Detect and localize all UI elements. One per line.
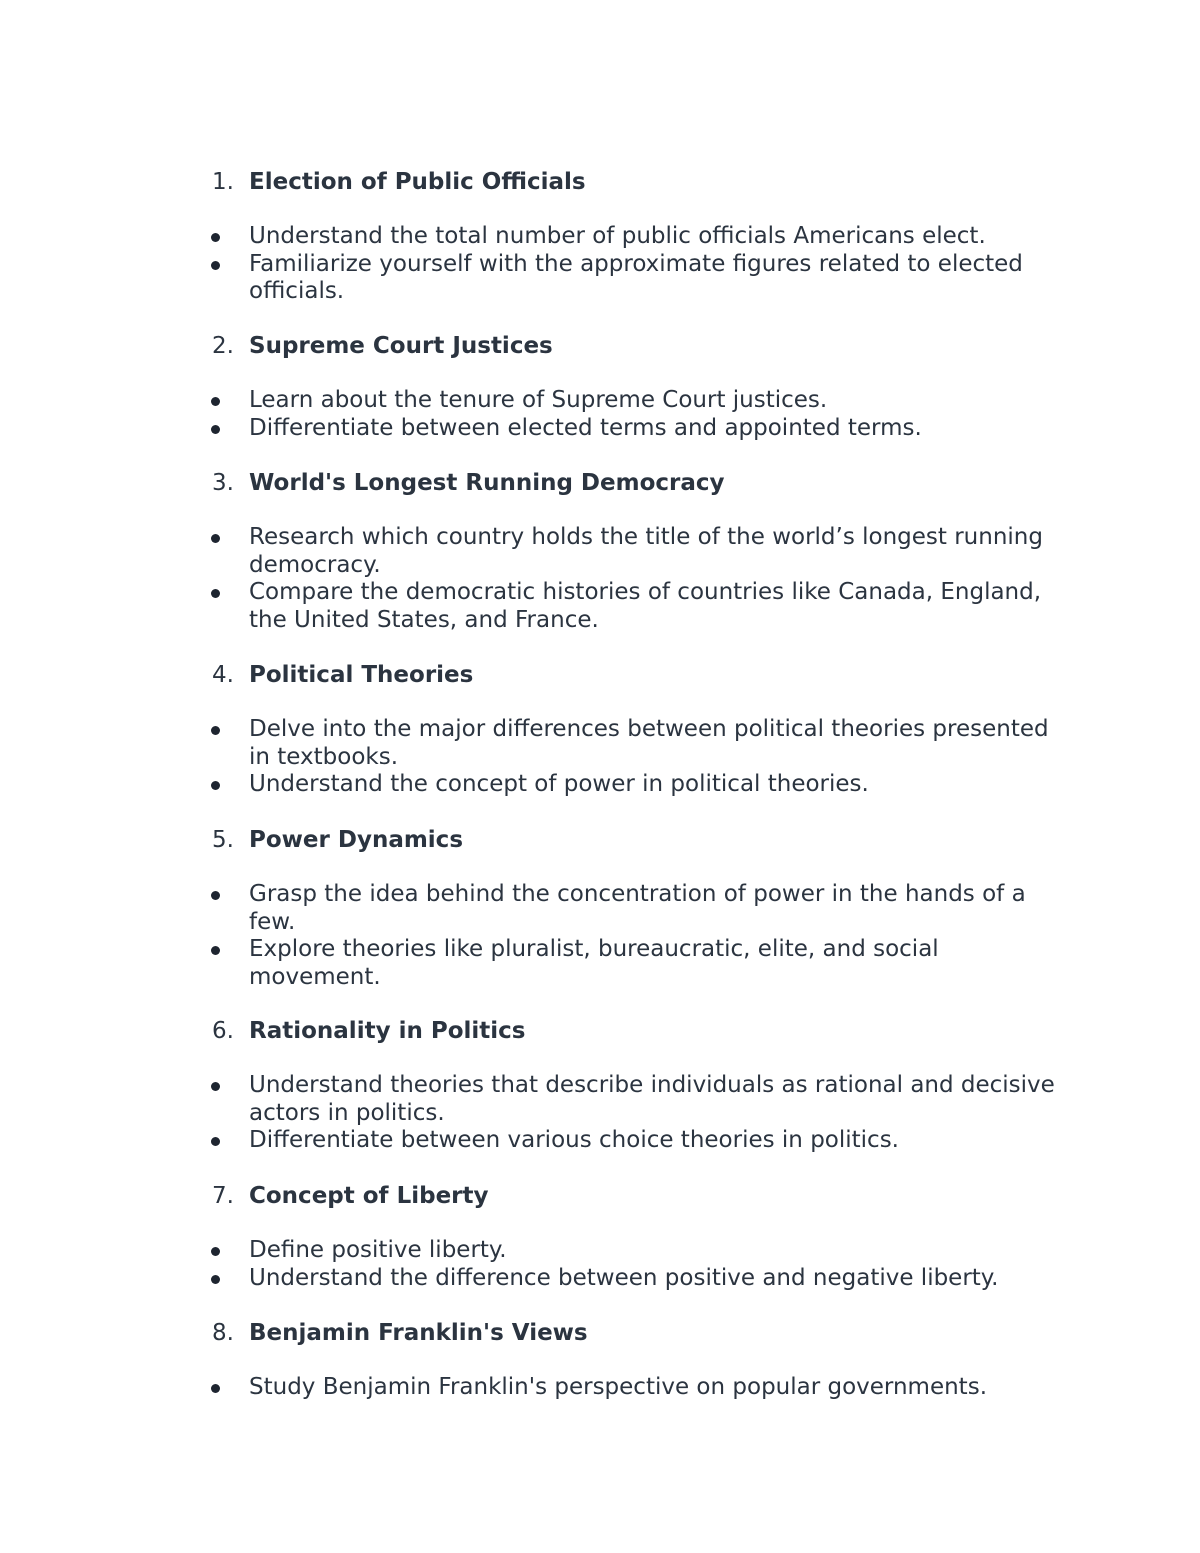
bullet-icon — [211, 1082, 220, 1091]
section-number: 4. — [212, 662, 234, 688]
section-number: 5. — [212, 827, 234, 853]
bullet-icon — [211, 397, 220, 406]
bullet-icon — [211, 1247, 220, 1256]
list-item — [0, 251, 1200, 306]
bullet-list — [0, 716, 1200, 799]
bullet-icon — [211, 233, 220, 242]
list-item-text: Learn about the tenure of Supreme Court justices. — [249, 387, 828, 413]
bullet-list — [0, 1237, 1200, 1292]
list-item — [0, 579, 1200, 634]
list-item-text: Compare the democratic histories of countries like Canada, England, the United States, and France. — [249, 579, 1042, 633]
list-item — [0, 771, 1200, 799]
list-item — [0, 1265, 1200, 1293]
list-item-text: Understand the total number of public officials Americans elect. — [249, 223, 986, 249]
list-item-text: Grasp the idea behind the concentration of power in the hands of a few. — [249, 881, 1026, 935]
section-title: Supreme Court Justices — [249, 333, 553, 359]
section-number: 2. — [212, 333, 234, 359]
list-item — [0, 1237, 1200, 1265]
section-number: 6. — [212, 1018, 234, 1044]
bullet-icon — [211, 891, 220, 900]
list-item-text: Understand the concept of power in political theories. — [249, 771, 869, 797]
list-item-text: Define positive liberty. — [249, 1237, 507, 1263]
section-title: Concept of Liberty — [249, 1183, 489, 1209]
section-title: Election of Public Officials — [249, 169, 586, 195]
list-item-text: Understand theories that describe individuals as rational and decisive actors in politics. — [249, 1072, 1055, 1126]
list-item-text: Understand the difference between positive and negative liberty. — [249, 1264, 999, 1291]
section-title: Power Dynamics — [249, 827, 464, 853]
list-item — [0, 1374, 1200, 1402]
bullet-list — [0, 524, 1200, 634]
bullet-list — [0, 1072, 1200, 1155]
bullet-icon — [211, 261, 220, 270]
section-title: Rationality in Politics — [249, 1018, 526, 1044]
list-item-text: Differentiate between various choice theories in politics. — [249, 1127, 899, 1153]
list-item-text: Delve into the major differences between political theories presented in textbooks. — [249, 716, 1049, 770]
bullet-icon — [211, 726, 220, 735]
list-item — [0, 716, 1200, 771]
section-title: Political Theories — [249, 662, 474, 688]
section-number: 7. — [212, 1183, 234, 1209]
list-item — [0, 881, 1200, 936]
list-item — [0, 1127, 1200, 1155]
list-item — [0, 1072, 1200, 1127]
bullet-icon — [211, 589, 220, 598]
bullet-icon — [211, 425, 220, 434]
list-item-text: Familiarize yourself with the approximate figures related to elected officials. — [249, 250, 1023, 304]
list-item-text: Explore theories like pluralist, bureaucratic, elite, and social movement. — [249, 936, 939, 990]
list-item — [0, 524, 1200, 579]
section-number: 3. — [212, 470, 234, 496]
list-item — [0, 415, 1200, 443]
section-title: World's Longest Running Democracy — [249, 470, 725, 496]
section-number: 1. — [212, 169, 234, 195]
bullet-icon — [211, 1275, 220, 1284]
bullet-icon — [211, 1384, 220, 1393]
section-title: Benjamin Franklin's Views — [249, 1320, 588, 1346]
bullet-icon — [211, 946, 220, 955]
bullet-list — [0, 387, 1200, 442]
bullet-list — [0, 1374, 1200, 1402]
list-item-text: Study Benjamin Franklin's perspective on popular governments. — [249, 1374, 987, 1400]
list-item — [0, 387, 1200, 415]
list-item — [0, 223, 1200, 251]
bullet-list — [0, 881, 1200, 991]
list-item-text: Differentiate between elected terms and appointed terms. — [249, 414, 922, 441]
bullet-icon — [211, 534, 220, 543]
bullet-icon — [211, 781, 220, 790]
section-number: 8. — [212, 1320, 234, 1346]
list-item — [0, 936, 1200, 991]
bullet-icon — [211, 1137, 220, 1146]
bullet-list — [0, 223, 1200, 306]
list-item-text: Research which country holds the title of the world’s longest running democracy. — [249, 524, 1043, 578]
